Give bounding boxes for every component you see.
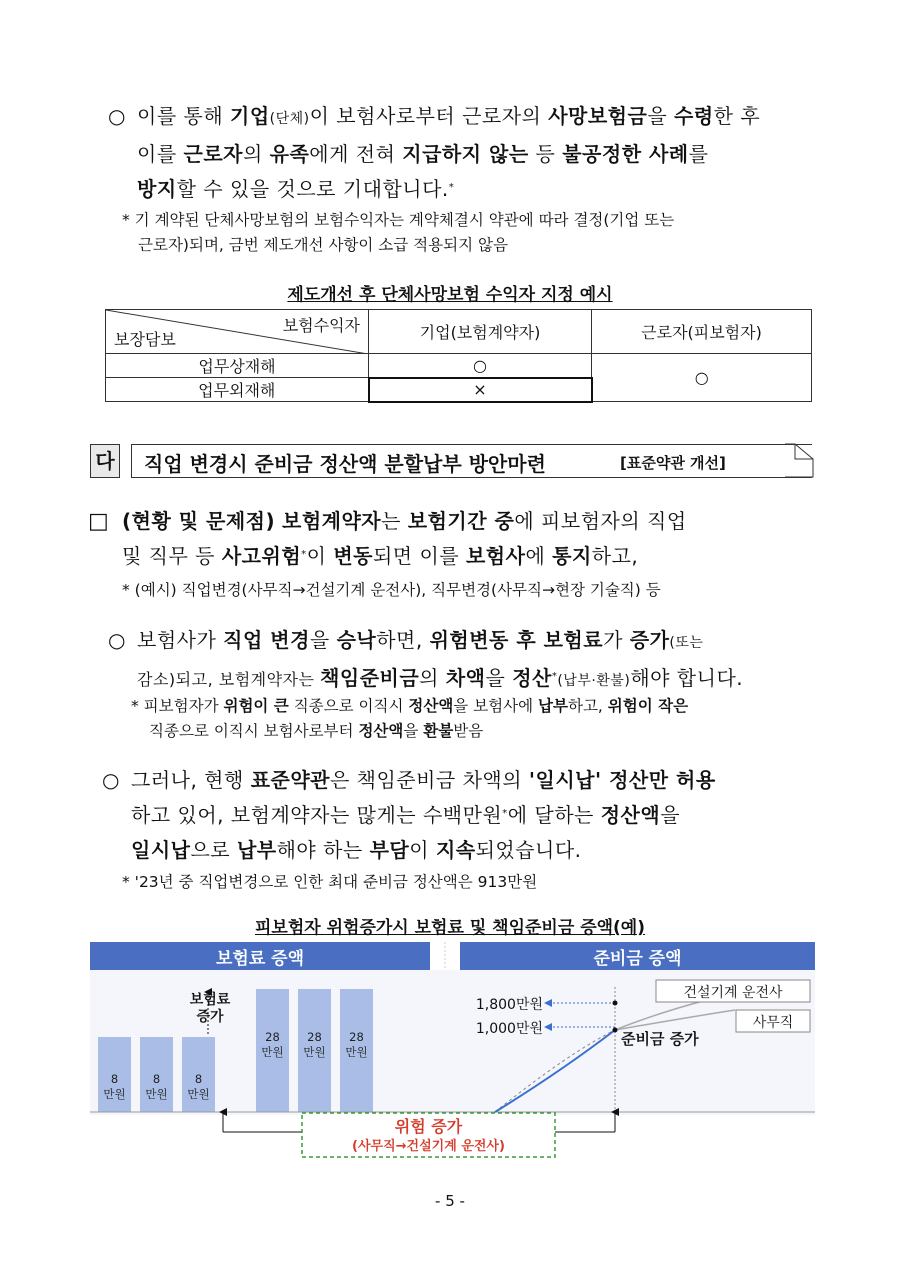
folded-corner-icon: [785, 443, 815, 479]
label-office: 사무직: [752, 1015, 794, 1031]
bullet-1: ○: [108, 104, 126, 128]
page-number: - 5 -: [435, 1192, 465, 1210]
risk-subtitle: (사무직→건설기계 운전사): [352, 1139, 505, 1154]
table-row-work-injury: 업무상재해: [106, 354, 369, 378]
bar-after-label-1: 28 만원: [261, 1030, 284, 1059]
risk-title: 위험 증가: [394, 1117, 463, 1136]
table-col-worker: 근로자(피보험자): [592, 310, 812, 354]
label-construction: 건설기계 운전사: [683, 985, 783, 1001]
section-tag: [표준약관 개선]: [620, 454, 726, 472]
premium-reserve-figure: [90, 942, 815, 1162]
checkbox-icon: □: [88, 509, 110, 534]
bullet-3: ○: [108, 628, 126, 652]
table-corner-cell: 보험수익자 보장담보: [106, 310, 369, 354]
section-letter: 다: [90, 444, 120, 478]
footnote-3: * 피보험자가 위험이 큰 직종으로 이직시 정산액을 보험사에 납부하고, 위험이 작은 직종으로 이직시 보험사로부터 정산액을 환불받음: [131, 697, 689, 740]
figure-title: 피보험자 위험증가시 보험료 및 책임준비금 증액(예): [255, 918, 645, 938]
left-header: 보험료 증액: [215, 949, 305, 969]
footnote-1: * 기 계약된 단체사망보험의 보험수익자는 계약체결시 약관에 따라 결정(기업 또는 근로자)되며, 금번 제도개선 사항이 소급 적용되지 않음: [122, 211, 675, 254]
table-row-nonwork-injury: 업무외재해: [106, 378, 369, 402]
right-header: 준비금 증액: [593, 949, 682, 969]
paragraph-4: 그러나, 현행 표준약관은 책임준비금 차액의 '일시납' 정산만 허용 하고 있어, 보험계약자는 많게는 수백만원*에 달하는 정산액을 일시납으로 납부해야 하는 부담이 지속되었습니다.: [131, 768, 716, 862]
paragraph-1: 이를 통해 기업(단체)이 보험사로부터 근로자의 사망보험금을 수령한 후 이를 근로자의 유족에게 전혀 지급하지 않는 등 불공정한 사례를 방지할 수 있을 것으로 기대합니다.*: [137, 104, 761, 201]
section-header-box: [131, 444, 812, 478]
beneficiary-table: 보험수익자 보장담보 기업(보험계약자) 근로자(피보험자) 업무상재해 ○ ○ 업무외재해 ×: [105, 309, 812, 403]
bar-after-label-2: 28 만원: [303, 1030, 326, 1059]
bar-after-label-3: 28 만원: [345, 1030, 368, 1059]
paragraph-2: (현황 및 문제점) 보험계약자는 보험기간 중에 피보험자의 직업 및 직무 등 사고위험*이 변동되면 이를 보험사에 통지하고,: [122, 509, 687, 568]
value-high: 1,800만원: [475, 997, 543, 1013]
table-title: 제도개선 후 단체사망보험 수익자 지정 예시: [287, 285, 613, 305]
section-title: 직업 변경시 준비금 정산액 분할납부 방안마련: [144, 452, 546, 476]
paragraph-3: 보험사가 직업 변경을 승낙하면, 위험변동 후 보험료가 증가(또는 감소)되고, 보험계약자는 책임준비금의 차액을 정산*(납부·환불)해야 합니다.: [137, 628, 744, 690]
bar-before-label-3: 8 만원: [187, 1072, 210, 1101]
reserve-increase-label: 준비금 증가: [621, 1030, 699, 1048]
value-low: 1,000만원: [475, 1021, 543, 1037]
bar-before-label-1: 8 만원: [103, 1072, 126, 1101]
premium-increase-label: 보험료 증가: [189, 992, 231, 1025]
bar-before-label-2: 8 만원: [145, 1072, 168, 1101]
footnote-2: * (예시) 직업변경(사무직→건설기계 운전사), 직무변경(사무직→현장 기술직) 등: [122, 581, 661, 599]
footnote-4: * '23년 중 직업변경으로 인한 최대 준비금 정산액은 913만원: [122, 873, 538, 891]
table-col-company: 기업(보험계약자): [369, 310, 592, 354]
bullet-4: ○: [102, 768, 120, 792]
